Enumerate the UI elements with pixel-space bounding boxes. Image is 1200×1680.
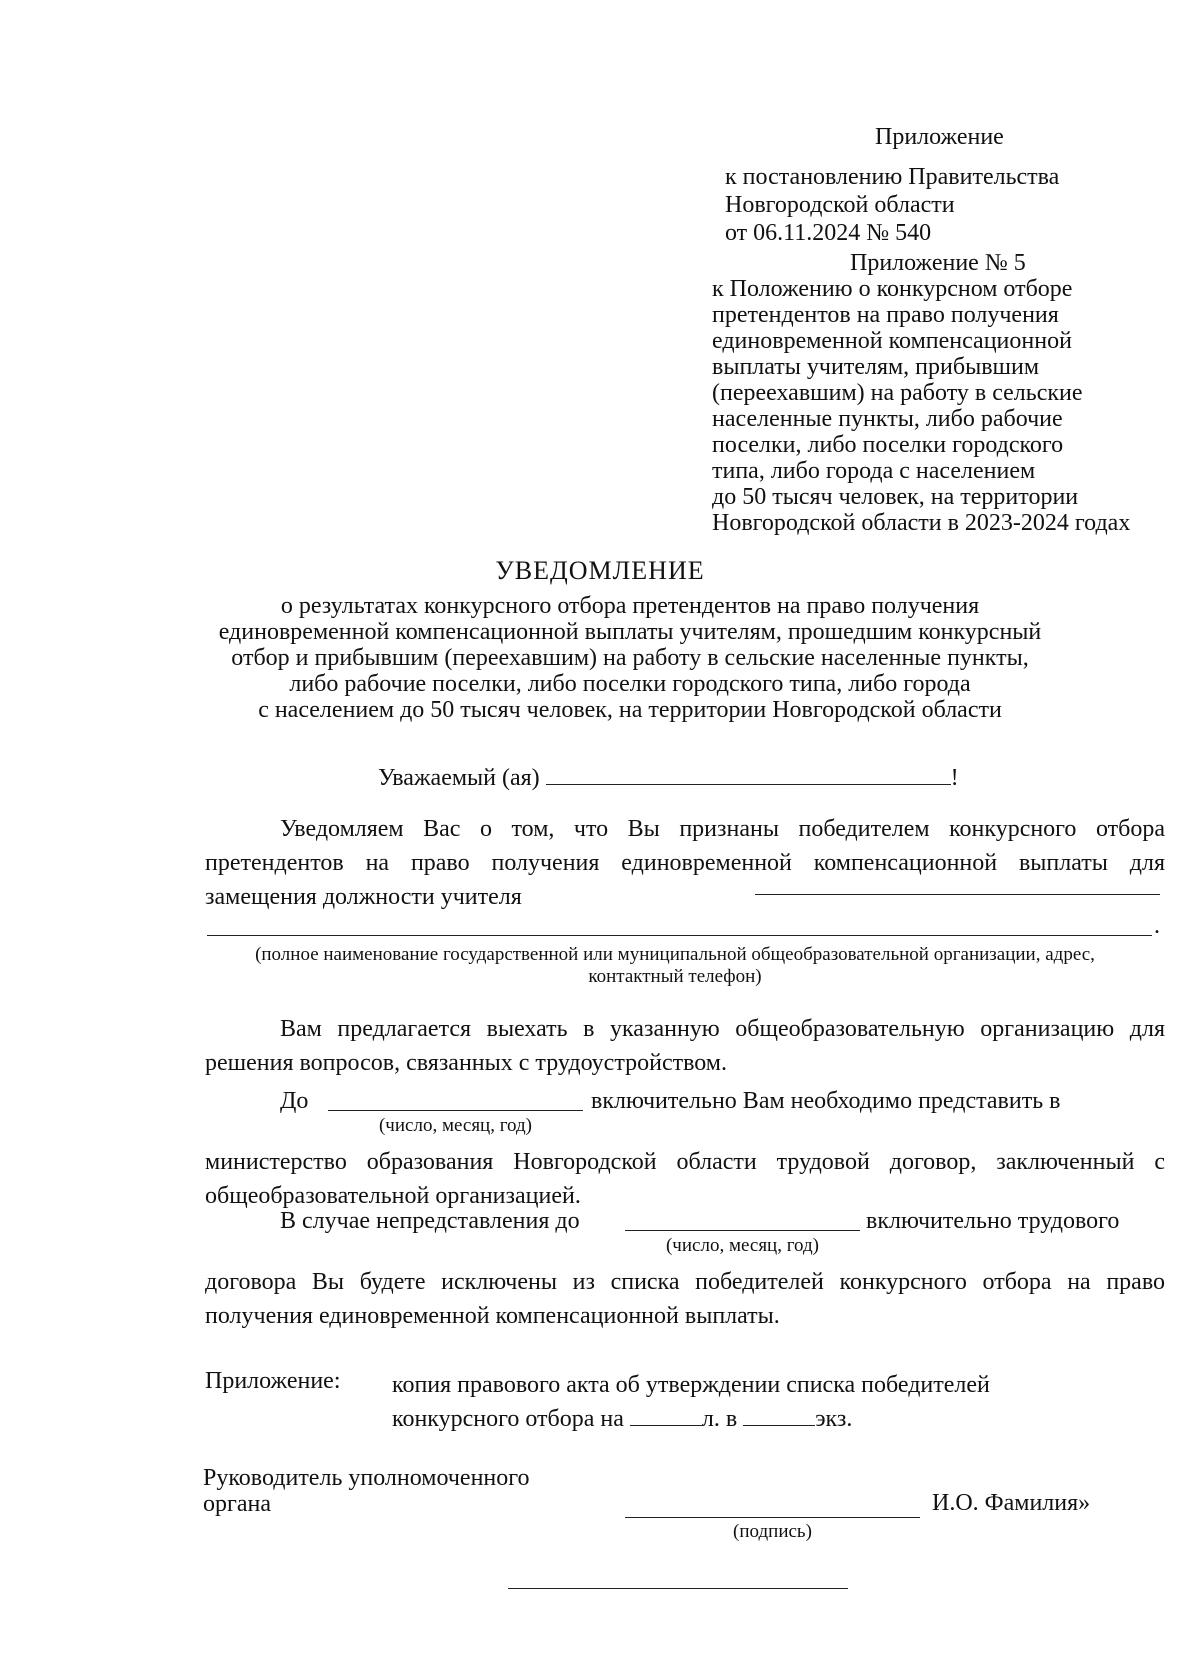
deadline-text: включительно Вам необходимо представить в <box>591 1088 1061 1114</box>
signer-name: И.О. Фамилия» <box>932 1490 1091 1516</box>
greeting-label: Уважаемый (ая) <box>378 765 540 791</box>
nonsubmission-text: включительно трудового <box>866 1208 1120 1234</box>
paragraph-submit: министерство образования Новгородской области трудовой договор, заключенный с общеобразовательной организацией. <box>205 1149 1165 1209</box>
attachment-text <box>392 1368 990 1436</box>
appendix-5-line: населенные пункты, либо рабочие <box>712 406 1063 432</box>
signature-hint: (подпись) <box>733 1521 812 1542</box>
pages-count-blank[interactable] <box>630 1403 702 1426</box>
deadline-date-blank[interactable] <box>328 1110 583 1111</box>
appendix-5-line: претендентов на право получения <box>712 302 1059 328</box>
appendix-title: Приложение <box>875 124 1004 150</box>
signer-role-line-2: органа <box>203 1491 271 1517</box>
notice-title: УВЕДОМЛЕНИЕ <box>495 556 705 585</box>
copies-count-blank[interactable] <box>743 1403 815 1426</box>
appendix-5-line: поселки, либо поселки городского <box>712 432 1064 458</box>
appendix-5-line: Новгородской области в 2023-2024 годах <box>712 510 1131 536</box>
subtitle-line: о результатах конкурсного отбора претендентов на право получения <box>280 593 980 619</box>
paragraph-invitation-text: Вам предлагается выехать в указанную общеобразовательную организацию для решения вопросов, связанных с трудоустройством. <box>205 1016 1165 1076</box>
separator-line <box>508 1588 848 1589</box>
appendix-line: от 06.11.2024 № 540 <box>725 220 932 246</box>
subtitle-line: отбор и прибывшим (переехавшим) на работу в сельские населенные пункты, <box>231 645 1029 671</box>
attachment-copies-label: л. в <box>701 1406 738 1432</box>
deadline-date-hint: (число, месяц, год) <box>378 1115 532 1136</box>
signer-role-line-1: Руководитель уполномоченного <box>203 1465 530 1491</box>
appendix-5-line: выплаты учителям, прибывшим <box>712 354 1040 380</box>
organization-hint: (полное наименование государственной или муниципальной общеобразовательной организации, адрес, контактный телефон) <box>255 944 1095 987</box>
attachment-line-1: копия правового акта об утверждении списка победителей <box>392 1372 990 1398</box>
appendix-line: к постановлению Правительства <box>725 164 1060 190</box>
nonsubmission-date-hint: (число, месяц, год) <box>665 1235 819 1256</box>
attachment-label: Приложение: <box>205 1368 341 1394</box>
signature-blank[interactable] <box>625 1517 920 1518</box>
appendix-5-line: единовременной компенсационной <box>712 328 1072 354</box>
appendix-header <box>725 123 1059 247</box>
paragraph-winner-text: Уведомляем Вас о том, что Вы признаны победителем конкурсного отбора претендентов на право получения единовременной компенсационной выплаты для замещения должности учителя <box>205 816 1165 910</box>
appendix-5-line: типа, либо города с населением <box>712 458 1036 484</box>
attachment-pages-label: конкурсного отбора на <box>392 1406 624 1432</box>
subtitle-line: либо рабочие поселки, либо поселки городского типа, либо города <box>289 671 971 697</box>
notice-subtitle <box>190 593 1070 723</box>
appendix-5-line: (переехавшим) на работу в сельские <box>712 380 1083 406</box>
subtitle-line: с населением до 50 тысяч человек, на территории Новгородской области <box>258 697 1002 723</box>
organization-blank[interactable] <box>207 935 1152 936</box>
paragraph-winner-end: . <box>1154 913 1160 939</box>
recipient-name-blank[interactable] <box>546 762 951 785</box>
appendix-5-line: до 50 тысяч человек, на территории <box>712 484 1079 510</box>
attachment-copies-unit: экз. <box>815 1406 853 1432</box>
deadline-label: До <box>280 1088 309 1114</box>
paragraph-invitation <box>205 1012 1165 1080</box>
appendix-5-header <box>712 250 1130 536</box>
greeting <box>378 762 959 792</box>
greeting-exclamation: ! <box>950 765 959 791</box>
paragraph-exclusion: договора Вы будете исключены из списка победителей конкурсного отбора на право получения единовременной компенсационной выплаты. <box>205 1269 1165 1329</box>
attachment-line-2 <box>392 1402 990 1436</box>
nonsubmission-date-blank[interactable] <box>625 1230 860 1231</box>
appendix-5-line: к Положению о конкурсном отборе <box>712 276 1073 302</box>
paragraph-winner <box>205 812 1165 914</box>
signer-role <box>203 1465 530 1517</box>
subtitle-line: единовременной компенсационной выплаты учителям, прошедшим конкурсный <box>218 619 1042 645</box>
nonsubmission-label: В случае непредставления до <box>280 1208 580 1234</box>
appendix-5-title: Приложение № 5 <box>850 250 1026 276</box>
appendix-line: Новгородской области <box>725 192 955 218</box>
teacher-position-blank[interactable] <box>755 894 1160 895</box>
